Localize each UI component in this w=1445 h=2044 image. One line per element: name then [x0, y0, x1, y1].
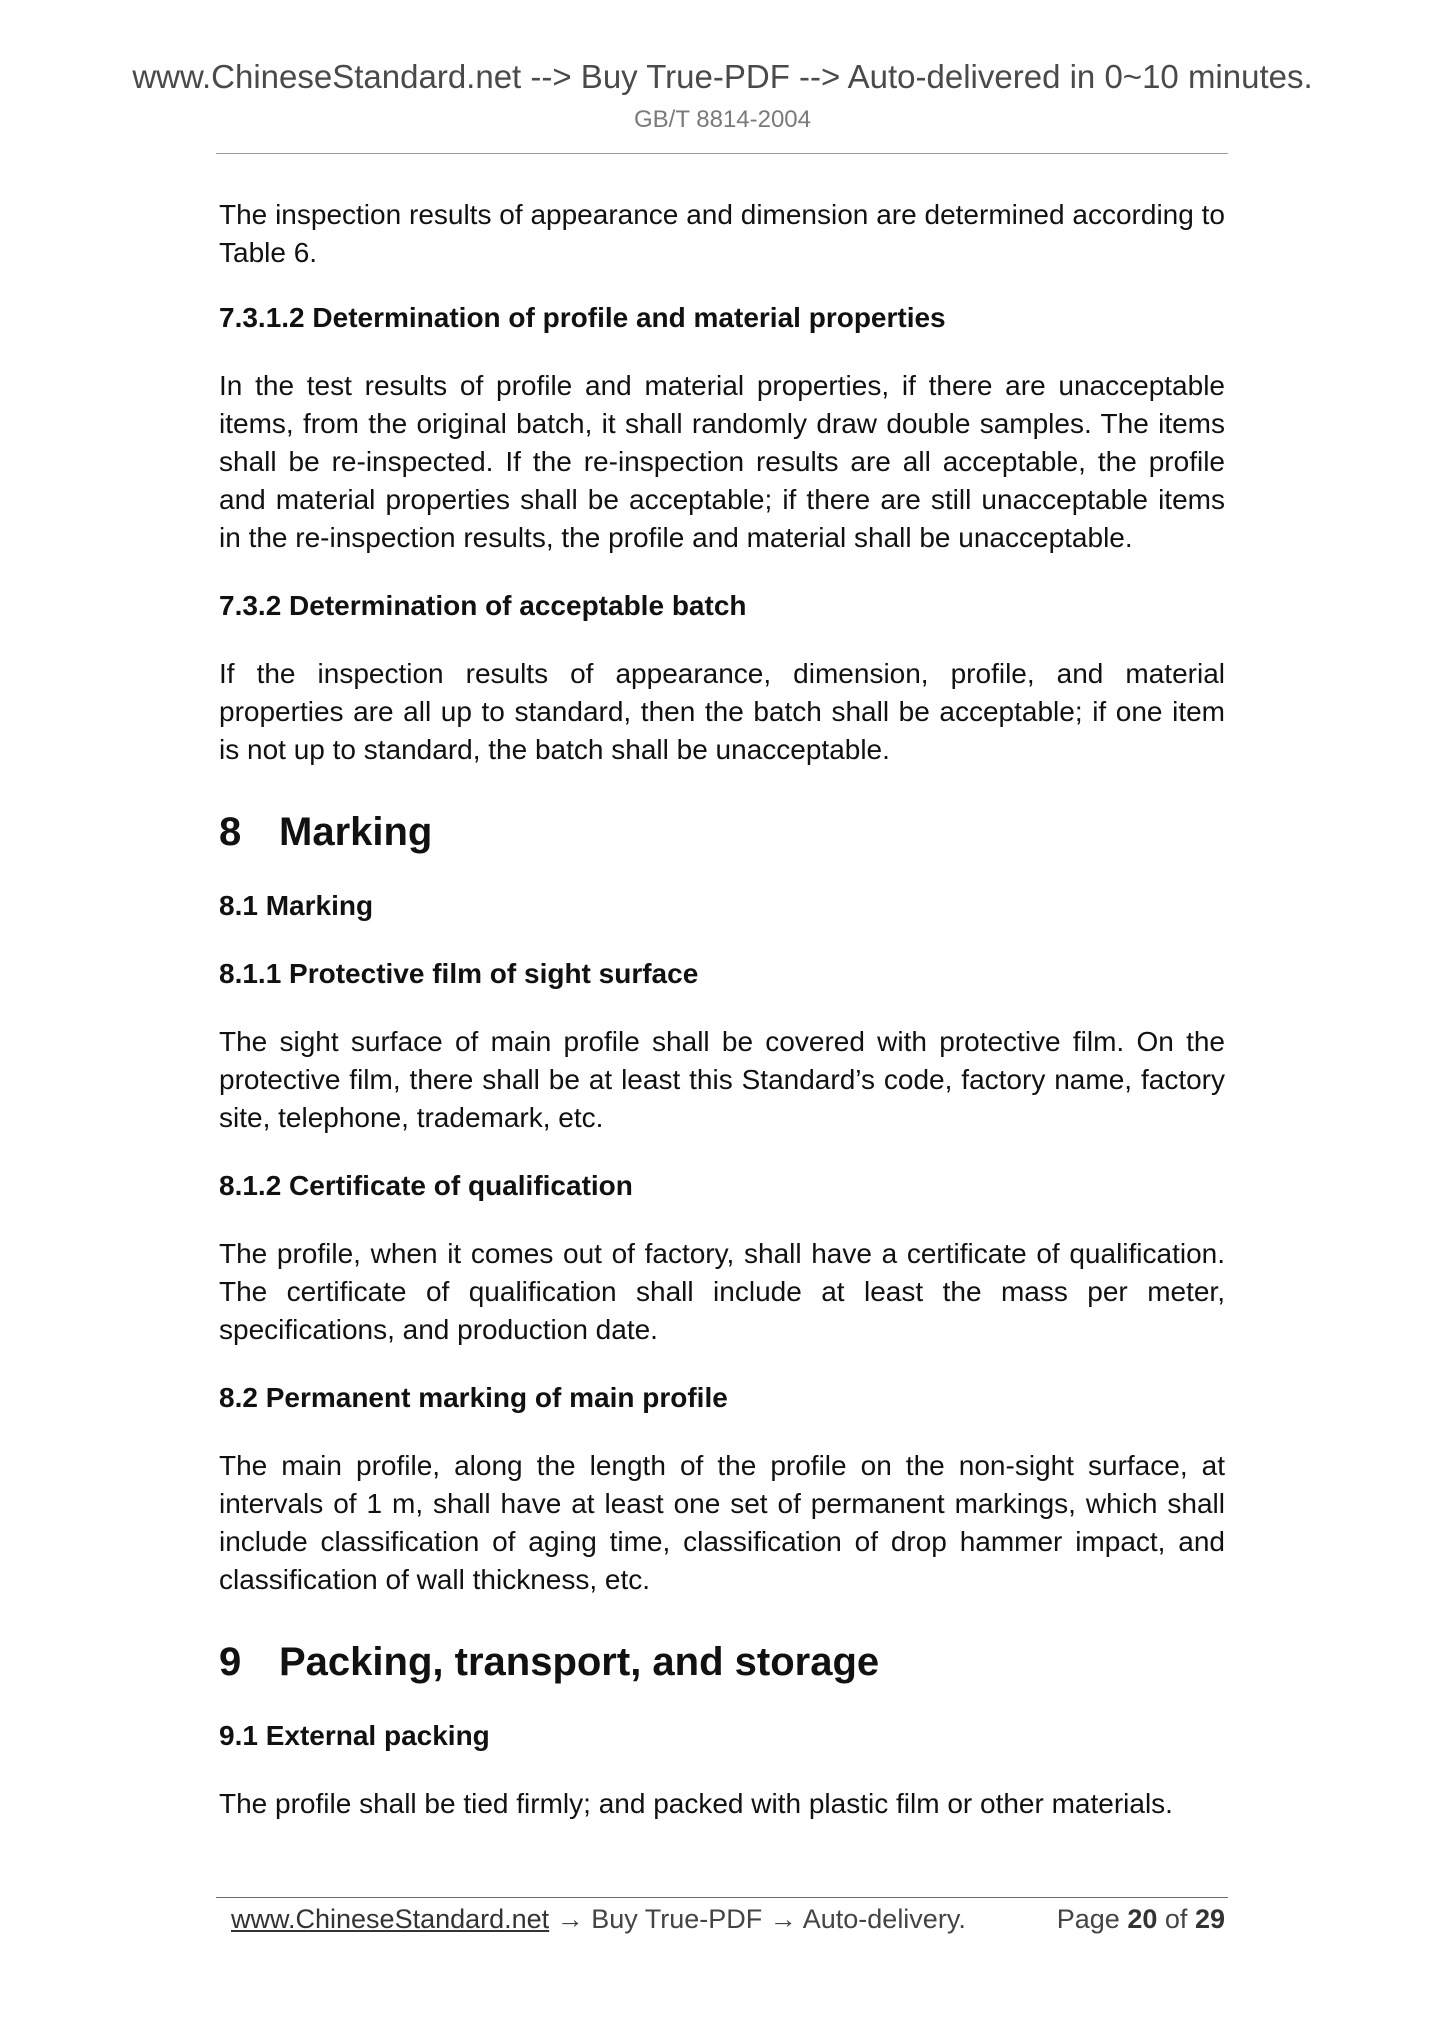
- paragraph: The sight surface of main profile shall be covered with protective film. On the protective film, there shall be at least this Standard’s code, factory name, factory site, telephone, trademark, etc.: [219, 1026, 1225, 1133]
- paragraph: The profile, when it comes out of factory, shall have a certificate of qualification. The certificate of qualification shall include at least the mass per meter, specifications, and production date.: [219, 1238, 1225, 1345]
- page-total: 29: [1194, 1904, 1225, 1934]
- paragraph: The profile shall be tied firmly; and packed with plastic film or other materials.: [219, 1788, 1173, 1819]
- paragraph: In the test results of profile and material properties, if there are unacceptable items, from the original batch, it shall randomly draw double samples. The items shall be re-inspected. If the re-inspection results are all acceptable, the profile and material properties shall be acceptable; if there are still unacceptable items in the re-inspection results, the profile and material shall be unacceptable.: [219, 370, 1225, 553]
- section-heading-8-1: 8.1 Marking: [219, 890, 374, 921]
- standard-code: GB/T 8814-2004: [633, 106, 811, 133]
- page-indicator: [1057, 1899, 1225, 1939]
- chapter-heading-8: [219, 807, 1225, 857]
- footer-site-link[interactable]: www.ChineseStandard.net: [231, 1904, 550, 1934]
- paragraph: The inspection results of appearance and dimension are determined according to Table 6.: [219, 199, 1225, 268]
- header-divider: [216, 153, 1228, 154]
- section-heading-8-1-2: 8.1.2 Certificate of qualification: [219, 1170, 633, 1201]
- paragraph: If the inspection results of appearance, dimension, profile, and material properties are all up to standard, then the batch shall be acceptable; if one item is not up to standard, the batch shall be unacceptable.: [219, 658, 1225, 765]
- section-heading-8-1-1: 8.1.1 Protective film of sight surface: [219, 958, 699, 989]
- header-banner: www.ChineseStandard.net --> Buy True-PDF --> Auto-delivered in 0~10 minutes.: [132, 58, 1313, 95]
- document-body: [219, 196, 1225, 1823]
- page-label: Page: [1056, 1904, 1120, 1934]
- footer-tagline: → Buy True-PDF → Auto-delivery.: [549, 1904, 966, 1934]
- paragraph: The main profile, along the length of the profile on the non-sight surface, at intervals of 1 m, shall have at least one set of permanent markings, which shall include classification of aging time, classification of drop hammer impact, and classification of wall thickness, etc.: [219, 1450, 1225, 1595]
- page-number: 20: [1127, 1904, 1158, 1934]
- section-heading-9-1: 9.1 External packing: [219, 1720, 490, 1751]
- chapter-number: 8: [219, 810, 242, 854]
- chapter-number: 9: [219, 1640, 242, 1684]
- chapter-title: Packing, transport, and storage: [279, 1640, 880, 1684]
- chapter-heading-9: [219, 1637, 1225, 1687]
- section-heading-8-2: 8.2 Permanent marking of main profile: [219, 1382, 728, 1413]
- of-label: of: [1164, 1904, 1188, 1934]
- footer: [231, 1899, 1225, 1939]
- chapter-title: Marking: [279, 810, 433, 854]
- section-heading-7-3-2: 7.3.2 Determination of acceptable batch: [219, 590, 747, 621]
- section-heading-7-3-1-2: 7.3.1.2 Determination of profile and material properties: [219, 302, 946, 333]
- footer-divider: [216, 1897, 1228, 1898]
